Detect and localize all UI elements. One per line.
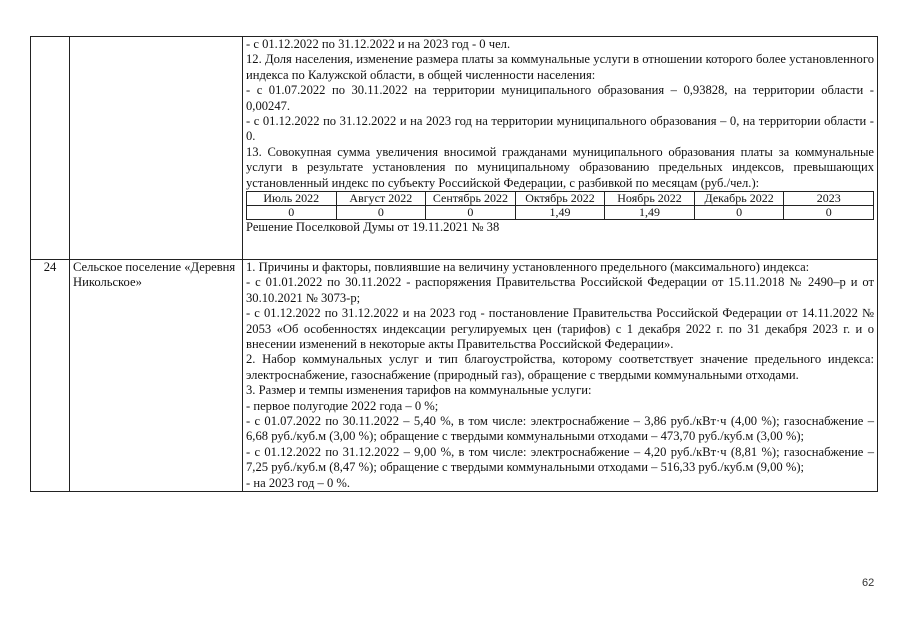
details-cell bbox=[243, 260, 878, 492]
paragraph: 1. Причины и факторы, повлиявшие на величину установленного предельного (максимального) индекса: bbox=[246, 260, 810, 274]
paragraph: - с 01.01.2022 по 30.11.2022 - распоряжения Правительства Российской Федерации от 15.11.2018 № 2490–р и от 30.10.2021 № 3073-р; bbox=[246, 275, 874, 305]
paragraph: - с 01.12.2022 по 31.12.2022 и на 2023 год - постановление Правительства Российской Федерации от 14.11.2022 № 2053 «Об особенностях индексации регулируемых цен (тарифов) с 1 декабря 2022 г. по 31 декабря 2023 г. и о внесении изменений в некоторые акты Правительства Российской Федерации». bbox=[246, 306, 874, 352]
paragraph: 12. Доля населения, изменение размера платы за коммунальные услуги в отношении которого более установленного индекса по Калужской области, в общей численности населения: bbox=[246, 52, 874, 82]
header-cell: Август 2022 bbox=[336, 192, 426, 206]
monthly-amounts-table bbox=[246, 191, 874, 220]
table-row bbox=[247, 206, 874, 220]
header-cell: Сентябрь 2022 bbox=[426, 192, 516, 206]
paragraph: - с 01.07.2022 по 30.11.2022 – 5,40 %, в том числе: электроснабжение – 3,86 руб./кВт·ч (4,00 %); газоснабжение – 6,68 руб./куб.м (3,00 %); обращение с твердыми коммунальными отходами – 473,70 руб./куб.м (3,00 %); bbox=[246, 414, 874, 444]
table-row bbox=[31, 37, 878, 260]
value-cell: 0 bbox=[694, 206, 784, 220]
decision-reference: Решение Поселковой Думы от 19.11.2021 № 38 bbox=[246, 220, 500, 235]
value-cell: 1,49 bbox=[605, 206, 695, 220]
value-cell: 0 bbox=[426, 206, 516, 220]
row-number-cell: 24 bbox=[31, 260, 70, 492]
table-row bbox=[31, 260, 878, 492]
row-number-cell bbox=[31, 37, 70, 260]
municipality-cell bbox=[70, 37, 243, 260]
value-cell: 0 bbox=[336, 206, 426, 220]
paragraph: - на 2023 год – 0 %. bbox=[246, 475, 351, 490]
paragraph: - с 01.07.2022 по 30.11.2022 на территории муниципального образования – 0,93828, на территории области - 0,00247. bbox=[246, 83, 874, 113]
value-cell: 0 bbox=[784, 206, 874, 220]
value-cell: 1,49 bbox=[515, 206, 605, 220]
paragraph: 2. Набор коммунальных услуг и тип благоустройства, которому соответствует значение предельного индекса: электроснабжение, газоснабжение (природный газ), обращение с твердыми коммунальными отходами. bbox=[246, 352, 874, 382]
indices-table bbox=[30, 36, 878, 492]
paragraph: - с 01.12.2022 по 31.12.2022 – 9,00 %, в том числе: электроснабжение – 4,20 руб./кВт·ч (8,81 %); газоснабжение – 7,25 руб./куб.м (8,47 %); обращение с твердыми коммунальными отходами – 516,33 руб./куб.м (9,00 %); bbox=[246, 444, 874, 475]
header-cell: Июль 2022 bbox=[247, 192, 337, 206]
paragraph: 13. Совокупная сумма увеличения вносимой гражданами муниципального образования платы за коммунальные услуги в результате установления по муниципальному образованию предельных индексов, превышающих установленный индекс по субъекту Российской Федерации, с разбивкой по месяцам (руб./чел.): bbox=[246, 144, 874, 190]
page-number: 62 bbox=[862, 577, 875, 589]
paragraph: - первое полугодие 2022 года – 0 %; bbox=[246, 398, 439, 413]
header-cell: 2023 bbox=[784, 192, 874, 206]
paragraph: 3. Размер и темпы изменения тарифов на коммунальные услуги: bbox=[246, 383, 592, 398]
value-cell: 0 bbox=[247, 206, 337, 220]
header-cell: Ноябрь 2022 bbox=[605, 192, 695, 206]
municipality-cell: Сельское поселение «Деревня Никольское» bbox=[70, 260, 243, 492]
paragraph: - с 01.12.2022 по 31.12.2022 и на 2023 год - 0 чел. bbox=[246, 37, 511, 51]
paragraph: - с 01.12.2022 по 31.12.2022 и на 2023 год на территории муниципального образования – 0, на территории области - 0. bbox=[246, 114, 874, 144]
header-cell: Декабрь 2022 bbox=[694, 192, 784, 206]
header-cell: Октябрь 2022 bbox=[515, 192, 605, 206]
table-header-row bbox=[247, 192, 874, 206]
details-cell bbox=[243, 37, 878, 260]
